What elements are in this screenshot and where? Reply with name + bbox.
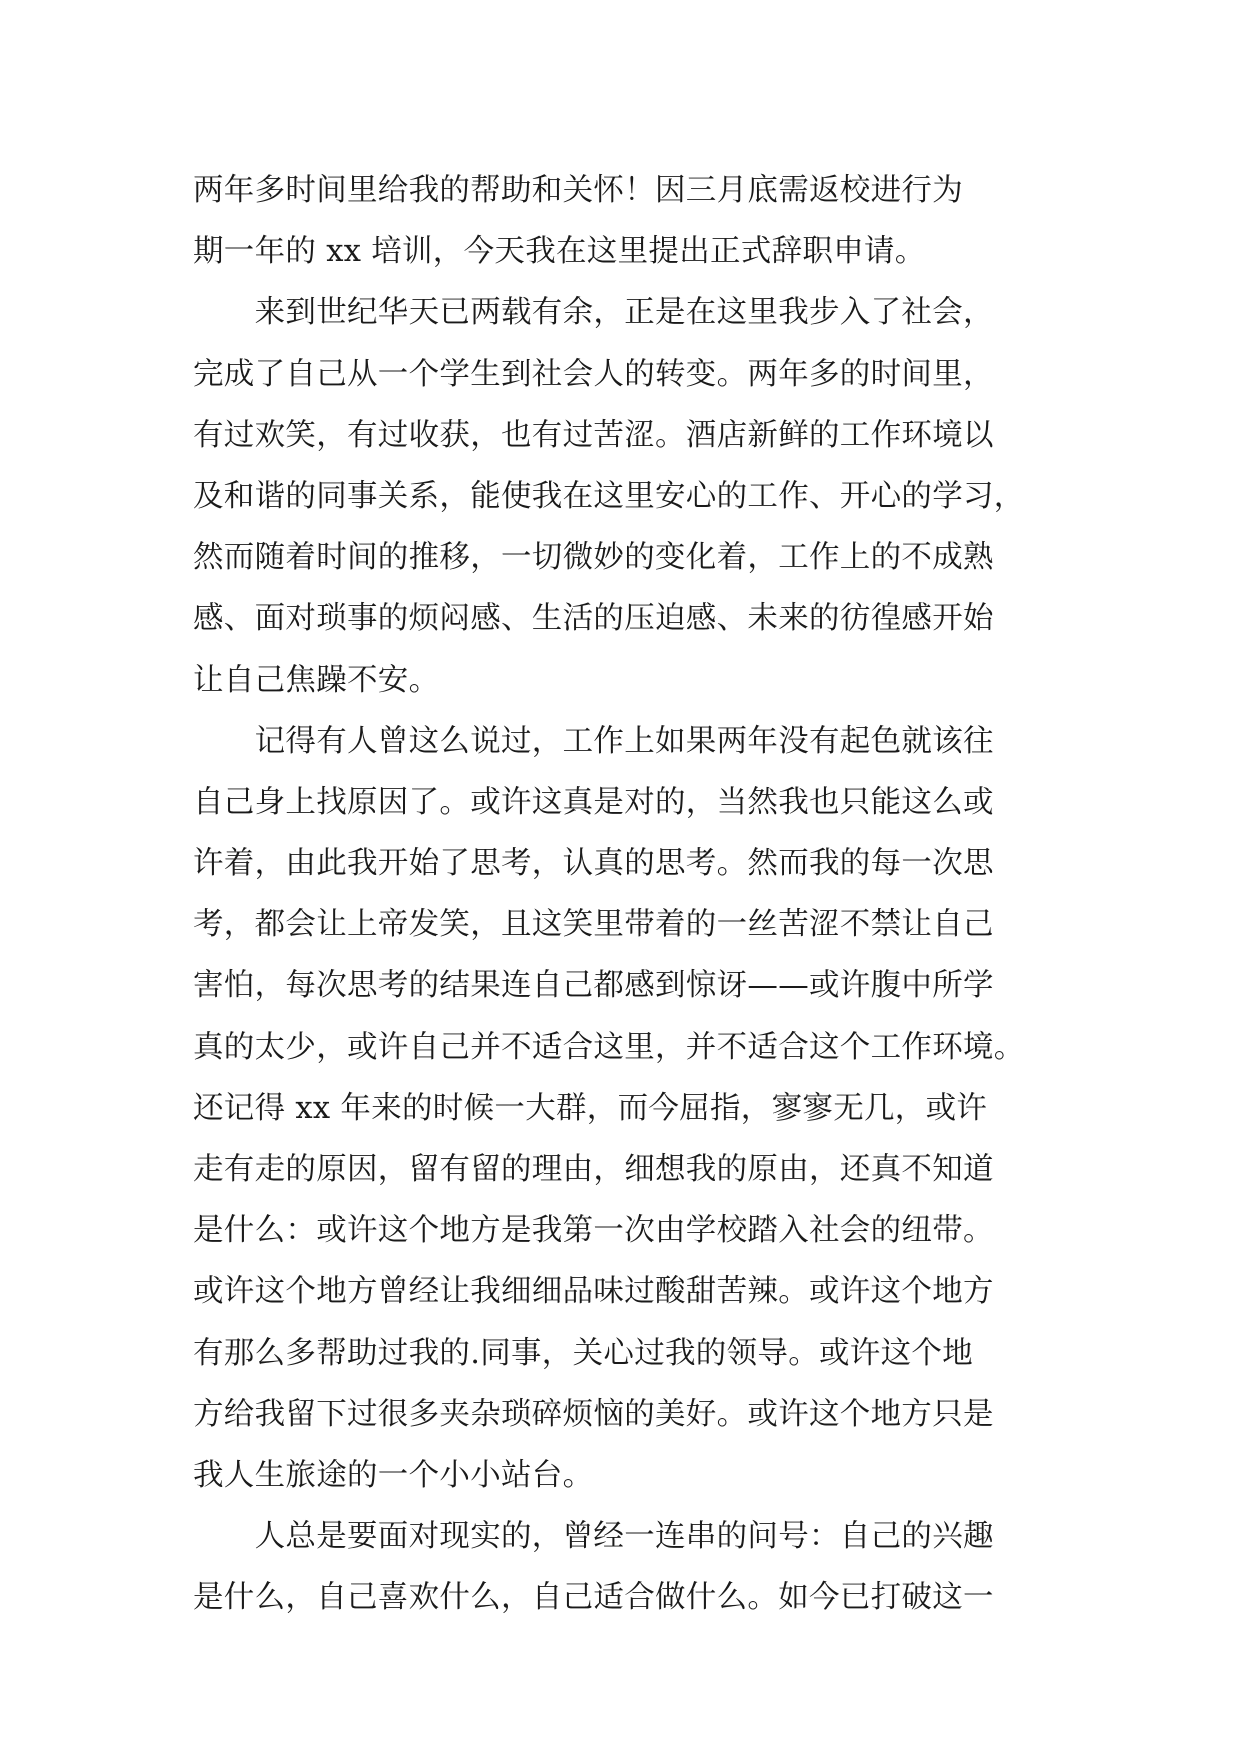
text-line: 然而随着时间的推移，一切微妙的变化着，工作上的不成熟 bbox=[193, 540, 994, 576]
text-line: 走有走的原因，留有留的理由，细想我的原由，还真不知道 bbox=[193, 1152, 994, 1187]
text-line: 方给我留下过很多夹杂琐碎烦恼的美好。或许这个地方只是 bbox=[193, 1396, 994, 1432]
text-line: 许着，由此我开始了思考，认真的思考。然而我的每一次思 bbox=[193, 846, 994, 882]
text-line: 是什么，自己喜欢什么，自己适合做什么。如今已打破这一 bbox=[193, 1580, 994, 1616]
text-line: 还记得 xx 年来的时候一大群，而今屈指，寥寥无几，或许 bbox=[193, 1090, 988, 1126]
text-line: 或许这个地方曾经让我细细品味过酸甜苦辣。或许这个地方 bbox=[193, 1274, 994, 1310]
body-text bbox=[193, 160, 1073, 1629]
text-line: 完成了自己从一个学生到社会人的转变。两年多的时间里， bbox=[193, 356, 994, 392]
text-line: 记得有人曾这么说过，工作上如果两年没有起色就该往 bbox=[193, 723, 994, 759]
text-line: 让自己焦躁不安。 bbox=[193, 662, 440, 698]
text-line: 人总是要面对现实的，曾经一连串的问号：自己的兴趣 bbox=[193, 1519, 994, 1555]
text-line: 及和谐的同事关系，能使我在这里安心的工作、开心的学习， bbox=[193, 478, 1025, 514]
text-line: 有过欢笑，有过收获，也有过苦涩。酒店新鲜的工作环境以 bbox=[193, 417, 994, 453]
text-line: 自己身上找原因了。或许这真是对的，当然我也只能这么或 bbox=[193, 784, 994, 820]
text-line: 两年多时间里给我的帮助和关怀！因三月底需返校进行为 bbox=[193, 173, 963, 208]
text-line: 是什么：或许这个地方是我第一次由学校踏入社会的纽带。 bbox=[193, 1213, 994, 1249]
text-line: 来到世纪华天已两载有余，正是在这里我步入了社会， bbox=[193, 295, 994, 331]
text-line: 期一年的 xx 培训，今天我在这里提出正式辞职申请。 bbox=[193, 234, 926, 270]
text-line: 真的太少，或许自己并不适合这里，并不适合这个工作环境。 bbox=[193, 1029, 1025, 1065]
text-line: 考，都会让上帝发笑，且这笑里带着的一丝苦涩不禁让自己 bbox=[193, 907, 994, 943]
text-line: 有那么多帮助过我的.同事，关心过我的领导。或许这个地 bbox=[193, 1335, 973, 1371]
text-line: 害怕，每次思考的结果连自己都感到惊讶——或许腹中所学 bbox=[193, 968, 994, 1004]
text-line: 感、面对琐事的烦闷感、生活的压迫感、未来的彷徨感开始 bbox=[193, 601, 994, 637]
text-line: 我人生旅途的一个小小站台。 bbox=[193, 1457, 594, 1493]
